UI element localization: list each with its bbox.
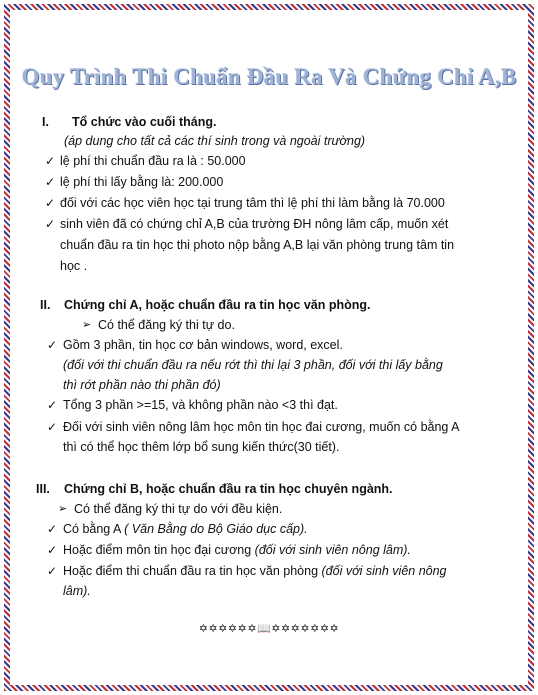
- section-3-heading: Chứng chỉ B, hoặc chuẩn đầu ra tin học chuyên ngành.: [64, 482, 393, 496]
- check-icon: ✓: [47, 420, 58, 434]
- check-icon: ✓: [45, 217, 56, 231]
- check-icon: ✓: [47, 338, 58, 352]
- list-item: lệ phí thi lấy bằng là: 200.000: [60, 175, 224, 189]
- check-icon: ✓: [45, 154, 56, 168]
- check-icon: ✓: [47, 522, 58, 536]
- arrow-bullet-icon: ➢: [58, 503, 68, 515]
- list-item: Đối với sinh viên nông lâm học môn tin học đai cương, muốn có bằng A: [63, 420, 460, 434]
- list-item: Hoặc điểm thi chuẩn đầu ra tin học văn phòng (đối với sinh viên nông: [63, 564, 447, 578]
- list-item: Tổng 3 phần >=15, và không phần nào <3 thì đạt.: [63, 398, 338, 412]
- check-icon: ✓: [47, 564, 58, 578]
- section-2-numeral: II.: [40, 298, 51, 312]
- section-1-numeral: I.: [42, 115, 49, 129]
- arrow-item: Có thể đăng ký thi tự do.: [98, 318, 235, 332]
- footer-ornament: ✡✡✡✡✡✡📖✡✡✡✡✡✡✡: [198, 623, 340, 635]
- section-3-numeral: III.: [36, 482, 50, 496]
- arrow-item: Có thể đăng ký thi tự do với đều kiện.: [74, 502, 283, 516]
- list-item: Hoặc điểm môn tin học đại cương (đối với sinh viên nông lâm).: [63, 543, 411, 557]
- section-1-note: (áp dung cho tất cả các thí sinh trong và ngoài trường): [64, 134, 366, 148]
- list-item-continued: chuẩn đầu ra tin học thi photo nộp bằng A,B lại văn phòng trung tâm tin: [60, 238, 455, 252]
- page-title: Quy Trình Thi Chuẩn Đầu Ra Và Chứng Chỉ A,B: [21, 64, 517, 89]
- check-icon: ✓: [47, 543, 58, 557]
- section-1-heading: Tổ chức vào cuối tháng.: [72, 115, 217, 129]
- arrow-bullet-icon: ➢: [82, 319, 92, 331]
- list-item-continued: thì có thể học thêm lớp bổ sung kiến thức(30 tiết).: [63, 440, 340, 454]
- list-item: Gồm 3 phần, tin học cơ bản windows, word, excel.: [63, 338, 343, 352]
- list-item: Có bằng A ( Văn Bằng do Bộ Giáo dục cấp).: [63, 522, 308, 536]
- list-item: sinh viên đã có chứng chỉ A,B của trường ĐH nông lâm cấp, muốn xét: [60, 217, 449, 231]
- check-icon: ✓: [47, 398, 58, 412]
- list-item-note: thì rớt phần nào thi phần đó): [63, 378, 221, 392]
- section-2-heading: Chứng chỉ A, hoặc chuẩn đầu ra tin học văn phòng.: [64, 298, 371, 312]
- list-item: lệ phí thi chuẩn đầu ra là : 50.000: [60, 154, 246, 168]
- list-item-continued: học .: [60, 259, 88, 273]
- check-icon: ✓: [45, 196, 56, 210]
- list-item: đối với các học viên học tại trung tâm thì lệ phí thi làm bằng là 70.000: [60, 196, 445, 210]
- list-item-continued: lâm).: [63, 584, 91, 598]
- list-item-note: (đối với thi chuẩn đầu ra nếu rớt thì thi lại 3 phần, đối với thi lấy bằng: [63, 358, 443, 372]
- check-icon: ✓: [45, 175, 56, 189]
